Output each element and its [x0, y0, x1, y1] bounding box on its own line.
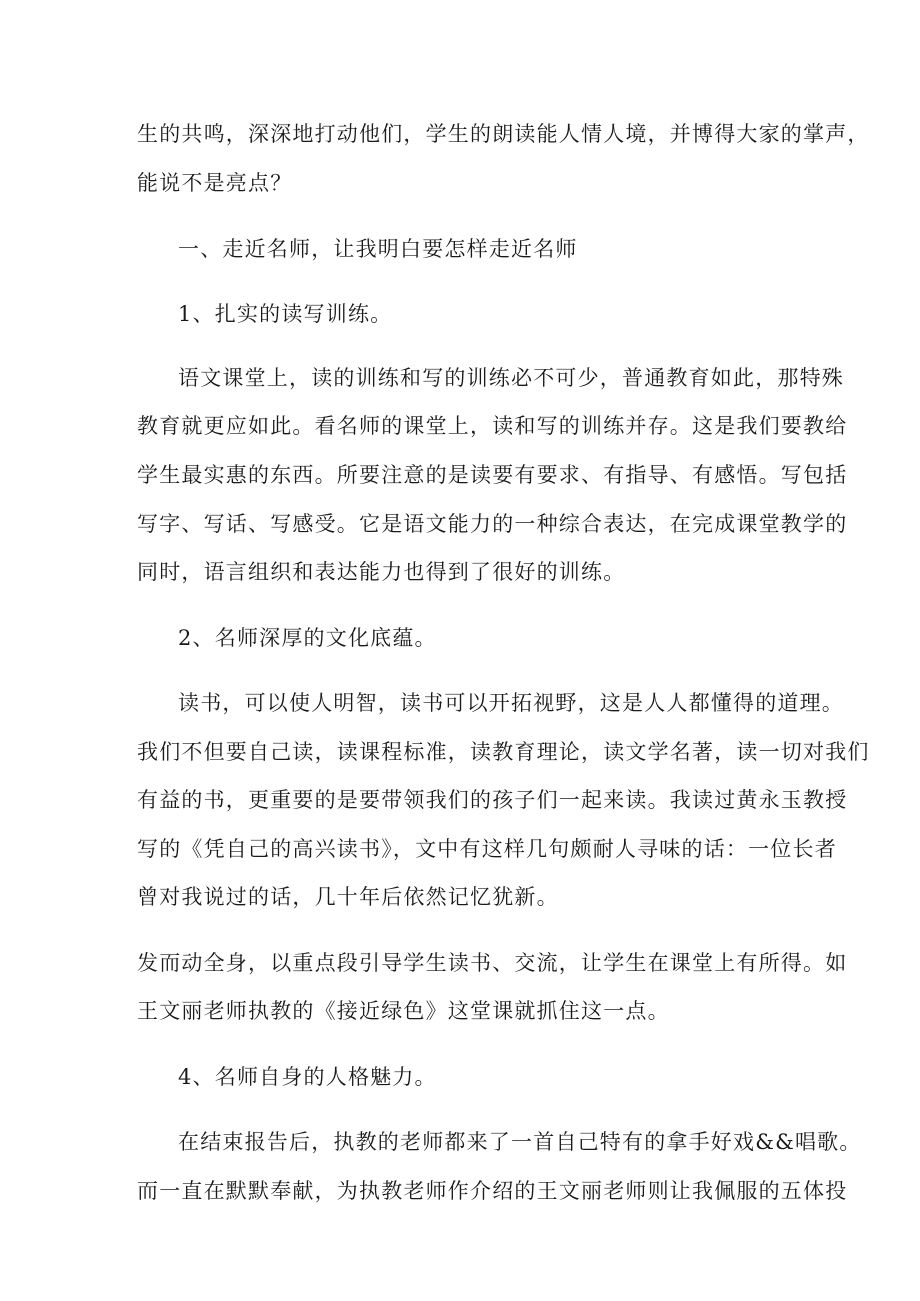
paragraph-line: 写的《凭自己的高兴读书》，文中有这样几句颇耐人寻味的话：一位长者: [137, 837, 837, 861]
text-line: 能说不是亮点？: [137, 171, 293, 195]
paragraph-line: 有益的书，更重要的是要带领我们的孩子们一起来读。我读过黄永玉教授: [137, 788, 848, 812]
subsection-heading: 1、扎实的读写训练。: [178, 302, 393, 326]
subsection-heading: 4、名师自身的人格魅力。: [178, 1065, 437, 1089]
paragraph-line: 写字、写话、写感受。它是语文能力的一种综合表达，在完成课堂教学的: [137, 512, 848, 536]
paragraph-line: 我们不但要自己读，读课程标准，读教育理论，读文学名著，读一切对我们: [137, 740, 870, 764]
paragraph-line: 同时，语言组织和表达能力也得到了很好的训练。: [137, 560, 626, 584]
section-heading: 一、走近名师，让我明白要怎样走近名师: [178, 237, 578, 261]
paragraph-line: 发而动全身，以重点段引导学生读书、交流，让学生在课堂上有所得。如: [137, 951, 848, 975]
paragraph-line: 学生最实惠的东西。所要注意的是读要有要求、有指导、有感悟。写包括: [137, 463, 848, 487]
paragraph-line: 而一直在默默奉献，为执教老师作介绍的王文丽老师则让我佩服的五体投: [137, 1179, 848, 1203]
paragraph-line: 教育就更应如此。看名师的课堂上，读和写的训练并存。这是我们要教给: [137, 414, 848, 438]
text-line: 生的共鸣，深深地打动他们，学生的朗读能人情人境，并博得大家的掌声，: [137, 122, 870, 146]
paragraph-line: 读书，可以使人明智，读书可以开拓视野，这是人人都懂得的道理。: [178, 691, 844, 715]
paragraph-line: 王文丽老师执教的《接近绿色》这堂课就抓住这一点。: [137, 999, 670, 1023]
paragraph-line: 语文课堂上，读的训练和写的训练必不可少，普通教育如此，那特殊: [178, 366, 844, 390]
subsection-heading: 2、名师深厚的文化底蕴。: [178, 626, 437, 650]
paragraph-line: 曾对我说过的话，几十年后依然记忆犹新。: [137, 885, 559, 909]
paragraph-line: 在结束报告后，执教的老师都来了一首自己特有的拿手好戏&&唱歌。: [178, 1130, 862, 1154]
